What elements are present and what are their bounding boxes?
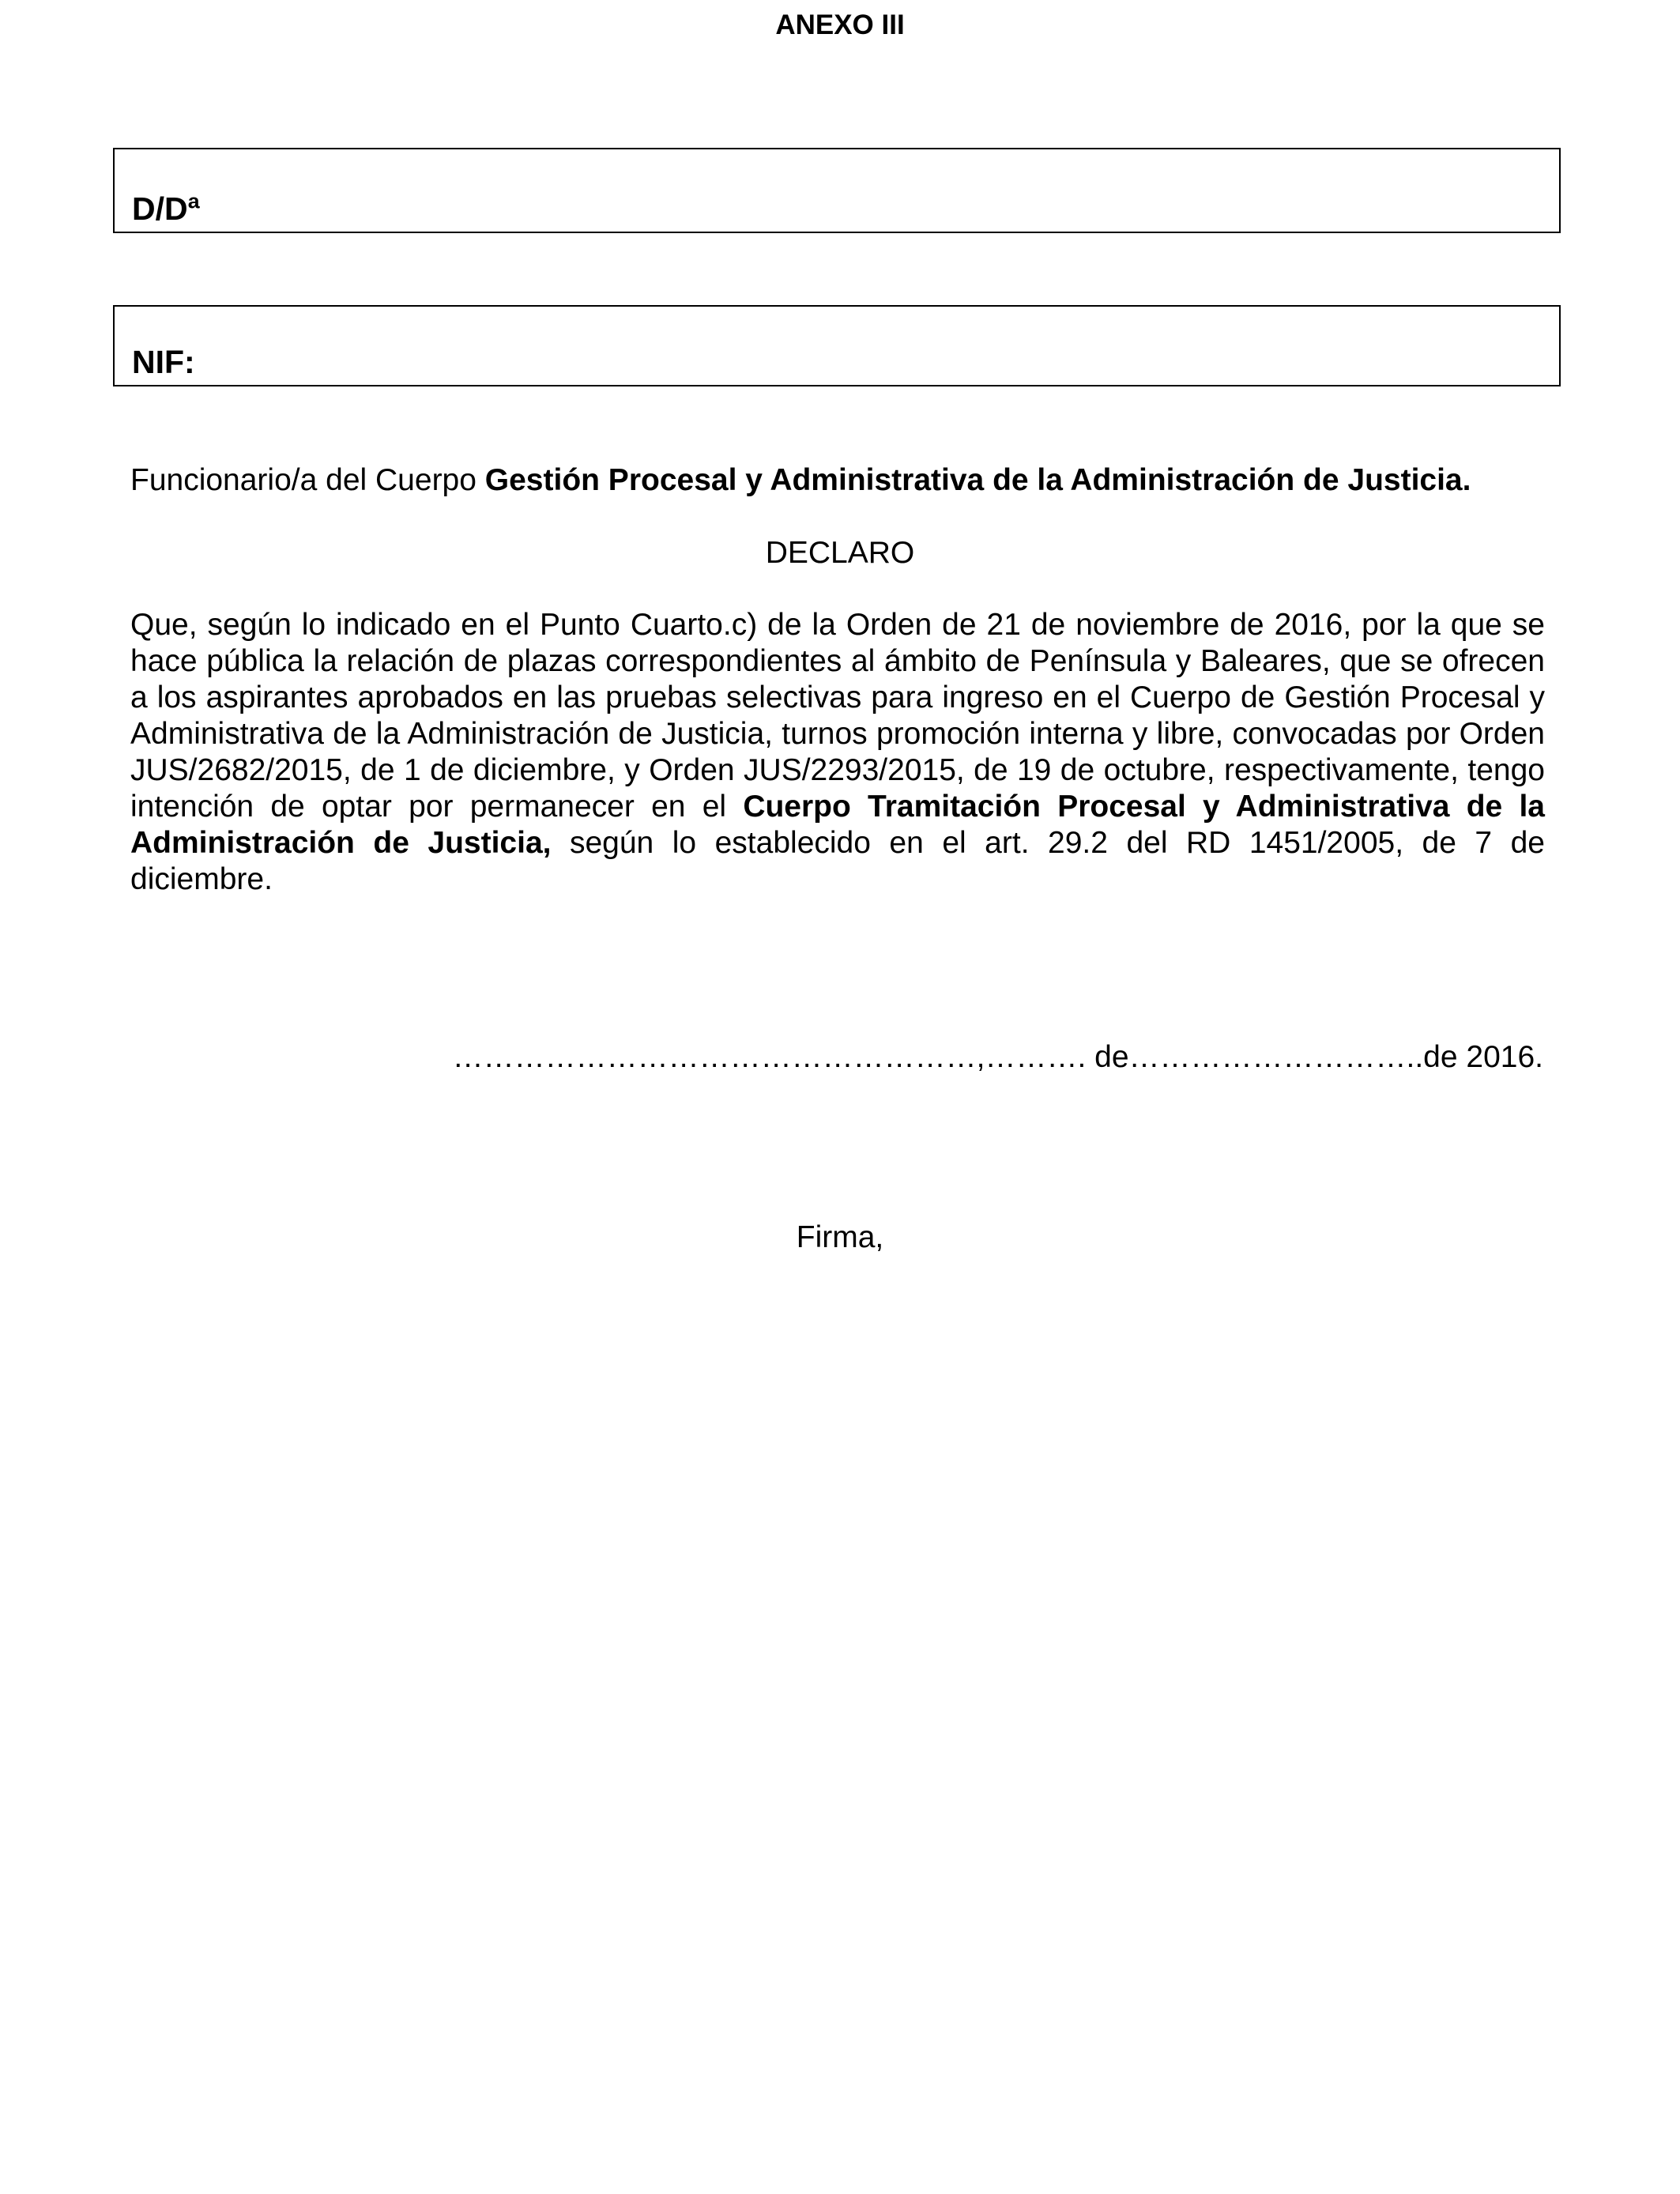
nif-field-label: NIF:	[132, 344, 195, 380]
page-title: ANEXO III	[775, 9, 905, 40]
place-date-line: ……………………………………………,………. de………………………..de 2016.	[452, 1040, 1543, 1074]
cuerpo-prefix: Funcionario/a del Cuerpo	[130, 463, 485, 497]
paragraph-bold-text: Cuerpo Tramitación Procesal y Administrativa de la Administración de Justicia,	[130, 790, 1545, 860]
paragraph-text-start: Que, según lo indicado en el Punto Cuarto.c) de la Orden de 21 de noviembre de 2016, por la que se hace pública la relación de plazas correspondientes al ámbito de Península y Baleares, que se ofrecen a los aspirantes aprobados en las pruebas selectivas para ingreso en el Cuerpo de Gestión Procesal y Administrativa de la Administración de Justicia, turnos promoción interna y libre, convocadas por Orden JUS/2682/2015, de 1 de diciembre, y Orden JUS/2293/2015, de 19 de octubre, respectivamente, tengo intención de optar por permanecer en el	[130, 608, 1545, 824]
name-field-box[interactable]	[113, 148, 1561, 233]
cuerpo-name: Gestión Procesal y Administrativa de la Administración de Justicia.	[484, 463, 1471, 497]
name-field-label: D/Dª	[132, 190, 200, 227]
declaration-paragraph	[130, 607, 1545, 898]
cuerpo-statement	[130, 462, 1545, 499]
signature-label: Firma,	[796, 1220, 884, 1254]
declaro-heading: DECLARO	[765, 536, 915, 570]
paragraph-text-end: según lo establecido en el art. 29.2 del RD 1451/2005, de 7 de diciembre.	[130, 826, 1545, 896]
nif-field-box[interactable]	[113, 305, 1561, 386]
